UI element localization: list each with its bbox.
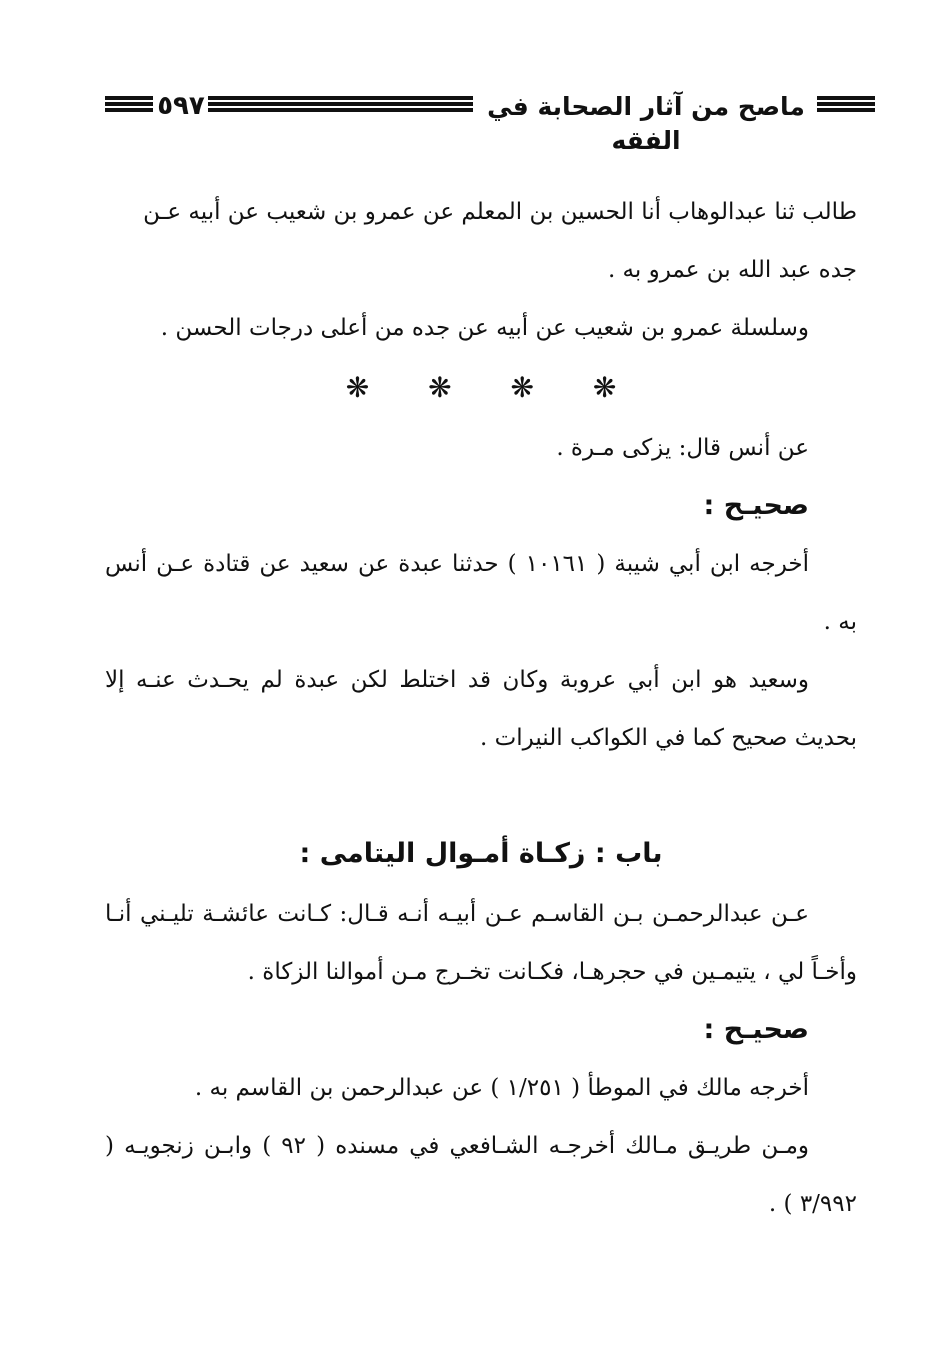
grade-heading: صحيـح : [703,1014,809,1045]
star-icon: ❋ [428,371,452,404]
star-icon: ❋ [592,371,617,404]
header-rule-middle [208,96,473,112]
star-icon: ❋ [345,371,370,404]
page-number: ٥٩٧ [157,91,205,121]
page-header [105,88,875,155]
isnad-continuation: جده عبد الله بن عمرو به . [607,257,857,283]
chapter-title: باب : زكـاة أمـوال اليتامى : [299,838,663,869]
takhrij-text: ومـن طريـق مـالك أخرجـه الشـافعي في مسنده ( ٩٢ ) وابـن زنجويـه ( ٣/٩٩٢ ) . [105,1133,857,1217]
hadith-text: عن أنس قال: يزكى مـرة . [556,435,809,461]
page-body [105,183,857,1233]
takhrij-text: أخرجه مالك في الموطأ ( ١/٢٥١ ) عن عبدالرحمن بن القاسم به . [194,1075,809,1101]
grade-heading: صحيـح : [703,490,809,521]
header-rule-right [817,96,875,112]
chain-note: وسلسلة عمرو بن شعيب عن أبيه عن جده من أعلى درجات الحسن . [160,315,809,341]
separator-stars [105,357,857,419]
book-title: ماصح من آثار الصحابة في الفقه [487,92,805,155]
takhrij-text: أخرجه ابن أبي شيبة ( ١٠١٦١ ) حدثنا عبدة عن سعيد عن قتادة عـن أنس به . [105,551,857,635]
hadith-text: عـن عبدالرحمـن بـن القاسـم عـن أبيـه أنـه قـال: كـانت عائشـة تليـني أنـا وأخـاً لي ، يتيمـين في حجرهـا، فكـانت تخـرج مـن أموالنا الزكاة . [105,901,857,985]
header-rule-left [105,96,153,112]
star-icon: ❋ [510,371,534,404]
isnad-line: طالب ثنا عبدالوهاب أنا الحسين بن المعلم عن عمرو بن شعيب عن أبيه عـن [143,199,857,225]
narrator-note: وسعيد هو ابن أبي عروبة وكان قد اختلط لكن عبدة لم يحـدث عنـه إلا بحديث صحيح كما في الكواكب النيرات . [105,667,857,751]
section-gap [105,767,857,823]
